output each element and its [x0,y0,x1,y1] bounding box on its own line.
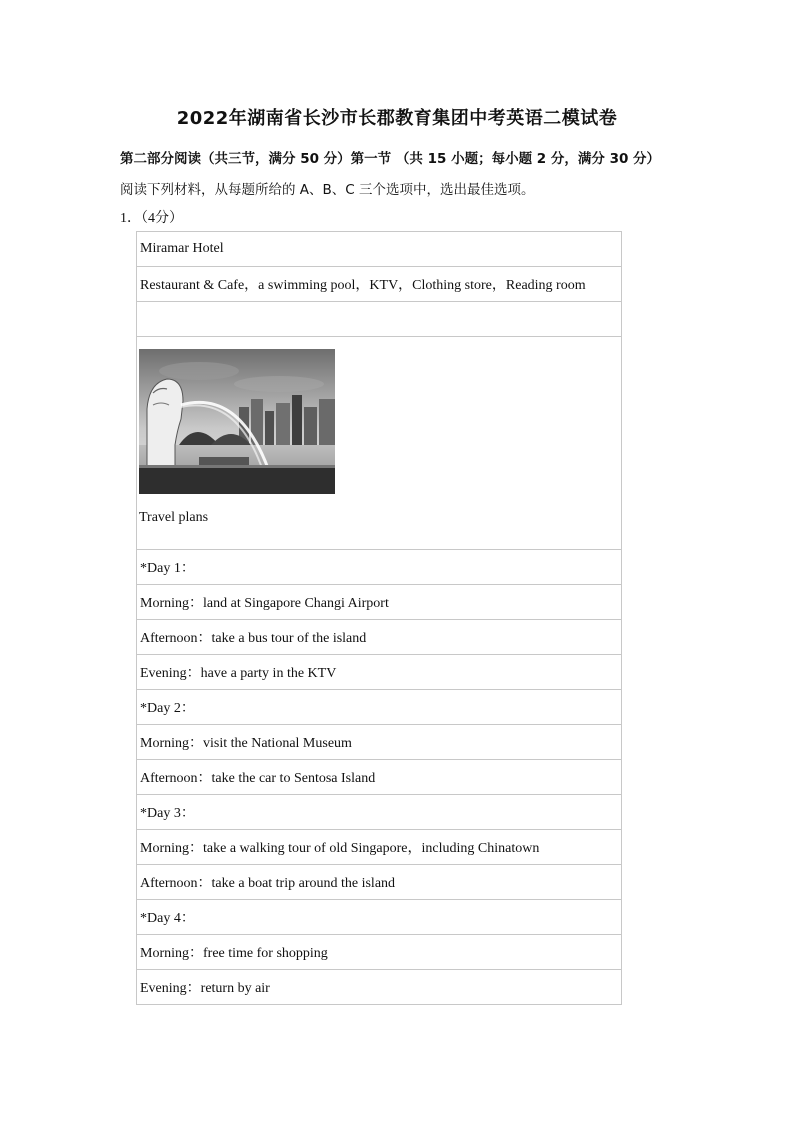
travel-plans-heading: Travel plans [139,510,209,525]
plan-item: Morning：visit the National Museum [137,725,622,760]
table-row [137,900,622,935]
table-row [137,655,622,690]
table-row [137,795,622,830]
table-row [137,865,622,900]
instructions: 阅读下列材料，从每题所给的 A、B、C 三个选项中，选出最佳选项。 [120,182,535,198]
section-heading: 第二部分阅读（共三节，满分 50 分）第一节 （共 15 小题；每小题 2 分，满分 30 分） [120,151,661,167]
image-cell [137,337,622,550]
table-row [137,267,622,302]
table-row [137,550,622,585]
plan-item: Morning：take a walking tour of old Singapore，including Chinatown [137,830,622,865]
plan-item: Morning：land at Singapore Changi Airport [137,585,622,620]
empty-cell [137,302,622,337]
day-label: *Day 3： [137,795,622,830]
table-row [137,760,622,795]
day-label: *Day 4： [137,900,622,935]
plan-item: Evening：have a party in the KTV [137,655,622,690]
table-row [137,690,622,725]
day-label: *Day 1： [137,550,622,585]
merlion-photo [139,349,335,494]
day-label: *Day 2： [137,690,622,725]
question-number: 1．（4分） [120,211,183,226]
hotel-name: Miramar Hotel [137,232,622,267]
table-row [137,337,622,550]
plan-item: Evening：return by air [137,970,622,1005]
table-row [137,620,622,655]
table-row [137,935,622,970]
plan-item: Morning：free time for shopping [137,935,622,970]
table-row [137,302,622,337]
table-row [137,830,622,865]
table-row [137,970,622,1005]
plan-item: Afternoon：take a bus tour of the island [137,620,622,655]
hotel-facilities: Restaurant & Cafe，a swimming pool，KTV，Clothing store，Reading room [137,267,622,302]
reading-material-table [136,231,622,1005]
table-row [137,585,622,620]
plan-item: Afternoon：take the car to Sentosa Island [137,760,622,795]
page-title: 2022年湖南省长沙市长郡教育集团中考英语二模试卷 [176,108,618,129]
table-row [137,232,622,267]
plan-item: Afternoon：take a boat trip around the island [137,865,622,900]
table-row [137,725,622,760]
